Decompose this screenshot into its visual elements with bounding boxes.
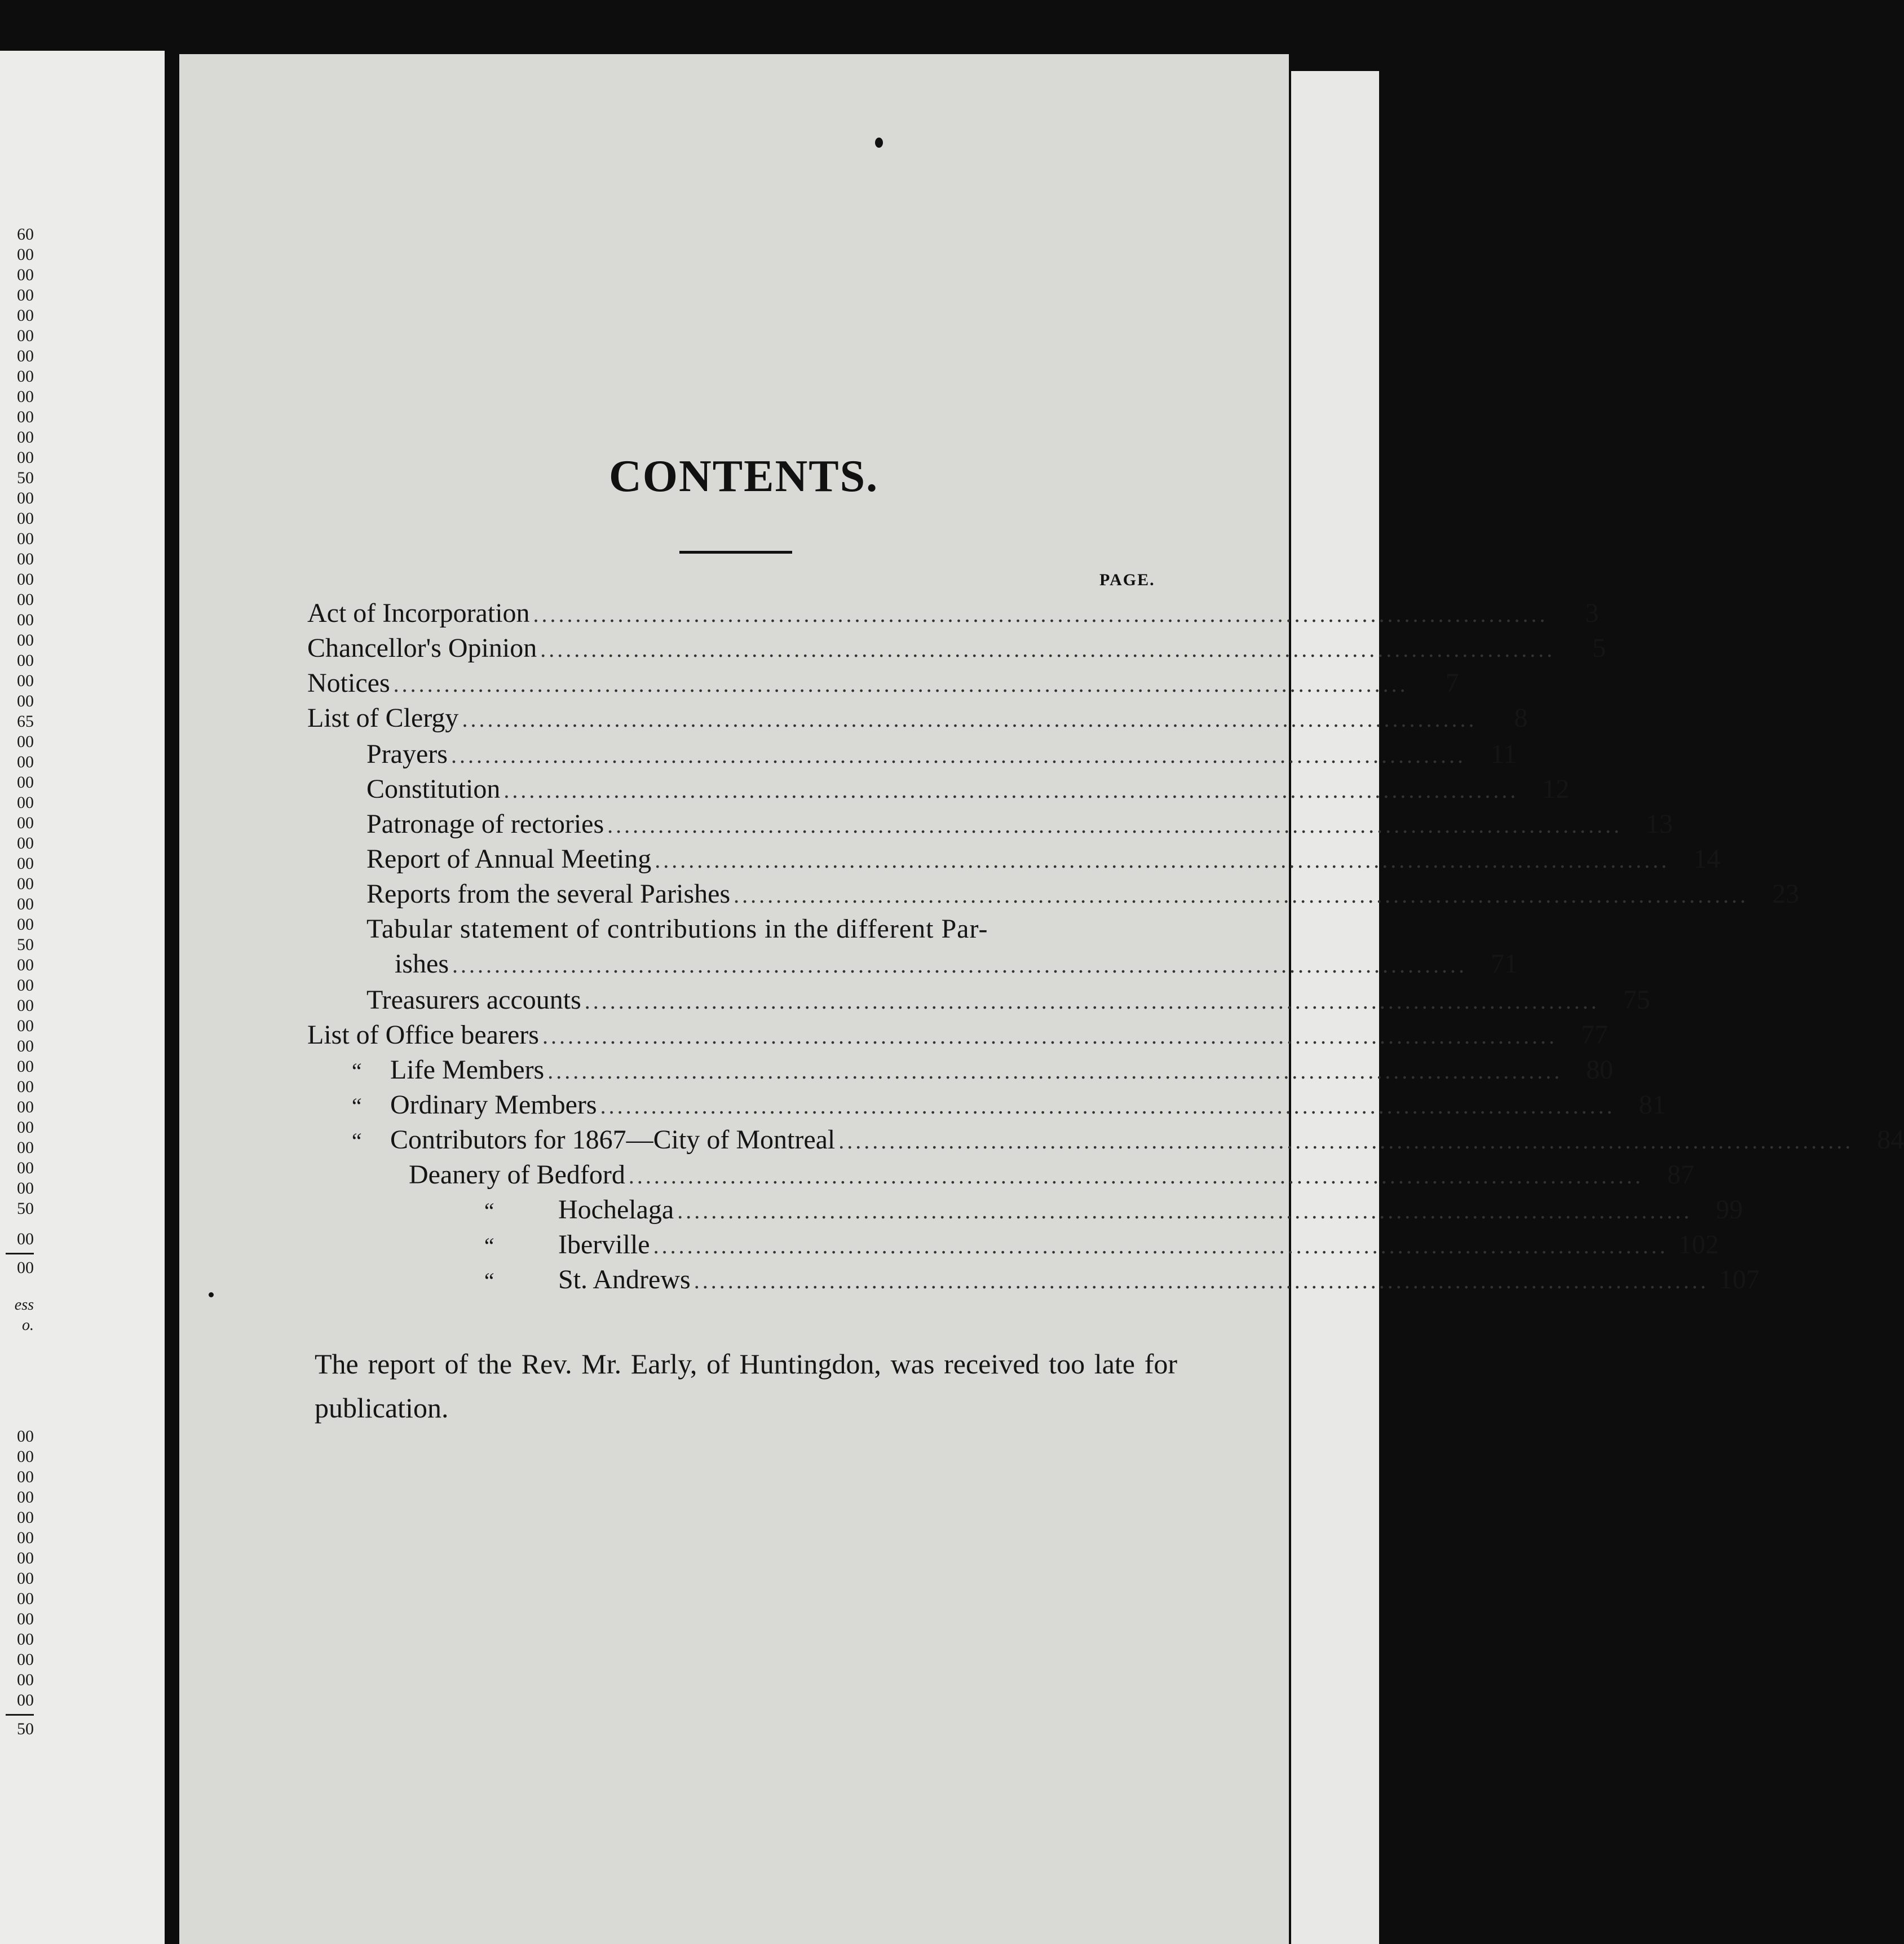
ditto-mark: “ (482, 1198, 495, 1223)
figure-value: 00 (17, 854, 34, 873)
leader-dots: ........................................................................................................................ (450, 743, 1466, 768)
toc-entry-label: Report of Annual Meeting (366, 844, 652, 874)
figure-value: 00 (17, 1569, 34, 1588)
toc-entry-label: Patronage of rectories (366, 809, 604, 839)
toc-entry-label: Reports from the several Parishes (366, 879, 731, 909)
figure-value: 00 (17, 387, 34, 406)
leader-dots: ........................................................................................................................ (584, 988, 1600, 1014)
leader-dots: ........................................................................................................................ (734, 882, 1749, 908)
toc-entry-label: Notices (307, 668, 390, 698)
toc-page-number: 23 (1772, 879, 1800, 909)
figure-value: 00 (17, 915, 34, 934)
toc-page-number: 5 (1592, 633, 1606, 663)
figure-value: 00 (17, 814, 34, 832)
toc-entry (366, 808, 1673, 843)
toc-page-number: 81 (1638, 1090, 1666, 1120)
toc-entry-label: Tabular statement of contributions in the different Par- (366, 914, 988, 944)
figure-value: 00 (17, 306, 34, 325)
toc-page-number: 80 (1586, 1055, 1614, 1085)
figure-value: 00 (17, 1258, 34, 1277)
figure-value: 00 (17, 1098, 34, 1116)
figure-value: 00 (17, 1138, 34, 1157)
toc-entry (482, 1194, 1743, 1229)
leader-dots: ........................................................................................................................ (607, 812, 1623, 838)
figure-value: 00 (17, 1077, 34, 1096)
ditto-mark: “ (482, 1268, 495, 1293)
toc-entry (366, 739, 1517, 774)
figure-value: 00 (17, 245, 34, 264)
leader-dots: ........................................................................................................................ (452, 952, 1467, 978)
figure-value: 00 (17, 266, 34, 284)
figure-value: 00 (17, 326, 34, 345)
figure-value: 00 (17, 895, 34, 913)
toc-page-number: 71 (1491, 949, 1518, 979)
toc-entry-label: List of Office bearers (307, 1020, 539, 1050)
figure-value: 00 (17, 408, 34, 426)
ditto-mark: “ (482, 1233, 495, 1258)
toc-entry (409, 1159, 1694, 1194)
toc-page-number: 102 (1678, 1230, 1719, 1260)
figure-value: 50 (17, 469, 34, 487)
ditto-mark: “ (350, 1093, 363, 1119)
leader-dots: ........................................................................................................................ (540, 637, 1556, 662)
toc-page-number: 75 (1623, 985, 1650, 1015)
toc-page-number: 84 (1877, 1125, 1904, 1155)
toc-entry (307, 668, 1459, 703)
figure-value: 00 (17, 1549, 34, 1567)
figure-value: 00 (17, 874, 34, 893)
toc-entry-label: ishes (395, 949, 449, 979)
figure-value: 00 (17, 996, 34, 1015)
leader-dots: ........................................................................................................................ (542, 1023, 1557, 1049)
figure-value: 00 (17, 793, 34, 812)
footnote: The report of the Rev. Mr. Early, of Huntingdon, was received too late for publication. (315, 1348, 1177, 1424)
toc-page-number: 12 (1542, 774, 1570, 804)
leader-dots: ........................................................................................................................ (628, 1163, 1644, 1189)
toc-entry (395, 948, 1518, 983)
toc-page-number: 14 (1693, 844, 1721, 874)
toc-entry-label: Chancellor's Opinion (307, 633, 537, 663)
figure-value: 00 (17, 773, 34, 792)
leader-dots: ........................................................................................................................ (677, 1198, 1693, 1223)
toc-entry (366, 878, 1800, 913)
toc-entry (307, 1019, 1608, 1054)
figure-value: 65 (17, 712, 34, 731)
figure-value: 00 (17, 347, 34, 365)
toc-entry (366, 913, 1176, 948)
figure-value: 00 (17, 1159, 34, 1177)
figure-value: 00 (17, 570, 34, 589)
leader-dots: ........................................................................................................................ (693, 1268, 1709, 1293)
figure-value: 00 (17, 1671, 34, 1689)
toc-page-number: 8 (1514, 703, 1528, 733)
toc-page-number: 99 (1716, 1195, 1743, 1225)
figure-value: 00 (17, 956, 34, 974)
leader-dots: ........................................................................................................................ (600, 1093, 1615, 1119)
toc-entry (307, 598, 1599, 633)
toc-entry-label: Ordinary Members (390, 1090, 597, 1120)
figure-value: 00 (17, 1037, 34, 1055)
figure-value: 00 (17, 529, 34, 548)
toc-entry-label: Constitution (366, 774, 501, 804)
figure-value: 50 (17, 935, 34, 954)
toc-entry (482, 1229, 1719, 1264)
page-title: CONTENTS. (609, 452, 879, 501)
figure-value: 00 (17, 1447, 34, 1466)
figure-value: 00 (17, 1650, 34, 1669)
toc-entry (350, 1054, 1614, 1089)
page-column-header: PAGE. (1099, 571, 1155, 589)
figure-value: 00 (17, 1691, 34, 1709)
figure-value: 00 (17, 1508, 34, 1527)
toc-entry-label: Contributors for 1867—City of Montreal (390, 1125, 836, 1155)
figure-value: 00 (17, 611, 34, 629)
figure-value: 00 (17, 286, 34, 304)
toc-page-number: 87 (1667, 1160, 1694, 1190)
toc-entry (350, 1089, 1666, 1124)
ditto-mark: “ (350, 1058, 363, 1084)
toc-entry-label: Act of Incorporation (307, 598, 530, 628)
figure-value: 00 (17, 1057, 34, 1076)
figure-value: 00 (17, 732, 34, 751)
toc-page-number: 107 (1719, 1265, 1760, 1294)
figure-value: 00 (17, 590, 34, 609)
toc-page-number: 7 (1445, 668, 1459, 698)
leader-dots: ........................................................................................................................ (393, 671, 1408, 697)
figure-value: 00 (17, 1179, 34, 1198)
toc-entry (366, 843, 1721, 878)
toc-entry (307, 633, 1606, 668)
leader-dots: ........................................................................................................................ (503, 777, 1519, 803)
toc-entry (482, 1264, 1760, 1299)
toc-entry-label: List of Clergy (307, 703, 459, 733)
toc-page-number: 77 (1580, 1020, 1608, 1050)
figure-value: 00 (17, 976, 34, 995)
figure-value: 00 (17, 509, 34, 528)
toc-entry-label: Hochelaga (558, 1195, 674, 1225)
figure-value: 50 (17, 1199, 34, 1218)
leader-dots: ........................................................................................................................ (533, 602, 1548, 627)
figure-value: 00 (17, 651, 34, 670)
ditto-mark: “ (350, 1128, 363, 1154)
toc-entry (366, 774, 1570, 808)
toc-entry (307, 703, 1528, 737)
toc-entry-label: Prayers (366, 739, 448, 769)
toc-entry-label: St. Andrews (558, 1265, 691, 1294)
leader-dots: ........................................................................................................................ (655, 847, 1670, 873)
figure-value: 00 (17, 1230, 34, 1248)
figure-value: 00 (17, 367, 34, 386)
figure-value: 00 (17, 753, 34, 771)
figure-value: 00 (17, 1528, 34, 1547)
toc-entry (366, 984, 1650, 1019)
toc-entry (350, 1124, 1904, 1159)
figure-value: 00 (17, 671, 34, 690)
figure-value: 00 (17, 631, 34, 650)
toc-entry-label: Treasurers accounts (366, 985, 581, 1015)
figure-value: 00 (17, 1610, 34, 1628)
leader-dots: ........................................................................................................................ (653, 1233, 1668, 1258)
figure-value: o. (22, 1316, 34, 1334)
figure-value: 00 (17, 550, 34, 568)
figure-value: 00 (17, 834, 34, 852)
toc-page-number: 13 (1646, 809, 1673, 839)
figure-value: 50 (17, 1720, 34, 1738)
toc-entry-label: Life Members (390, 1055, 545, 1085)
figure-value: 00 (17, 1468, 34, 1486)
figure-value: ess (14, 1296, 34, 1314)
figure-value: 00 (17, 428, 34, 447)
figure-value: 00 (17, 1630, 34, 1649)
toc-entry-label: Iberville (558, 1230, 650, 1260)
leader-dots: ........................................................................................................................ (838, 1128, 1854, 1154)
leader-dots: ........................................................................................................................ (547, 1058, 1563, 1084)
toc-page-number: 3 (1585, 598, 1599, 628)
toc-entry-label: Deanery of Bedford (409, 1160, 625, 1190)
leader-dots: ........................................................................................................................ (462, 706, 1477, 732)
figure-value: 00 (17, 692, 34, 710)
figure-value: 60 (17, 225, 34, 244)
figure-value: 00 (17, 1118, 34, 1137)
figure-value: 00 (17, 1427, 34, 1446)
figure-value: 00 (17, 1488, 34, 1506)
figure-value: 00 (17, 1589, 34, 1608)
toc-page-number: 11 (1490, 739, 1517, 769)
figure-value: 00 (17, 489, 34, 507)
figure-value: 00 (17, 1017, 34, 1035)
figure-value: 00 (17, 448, 34, 467)
